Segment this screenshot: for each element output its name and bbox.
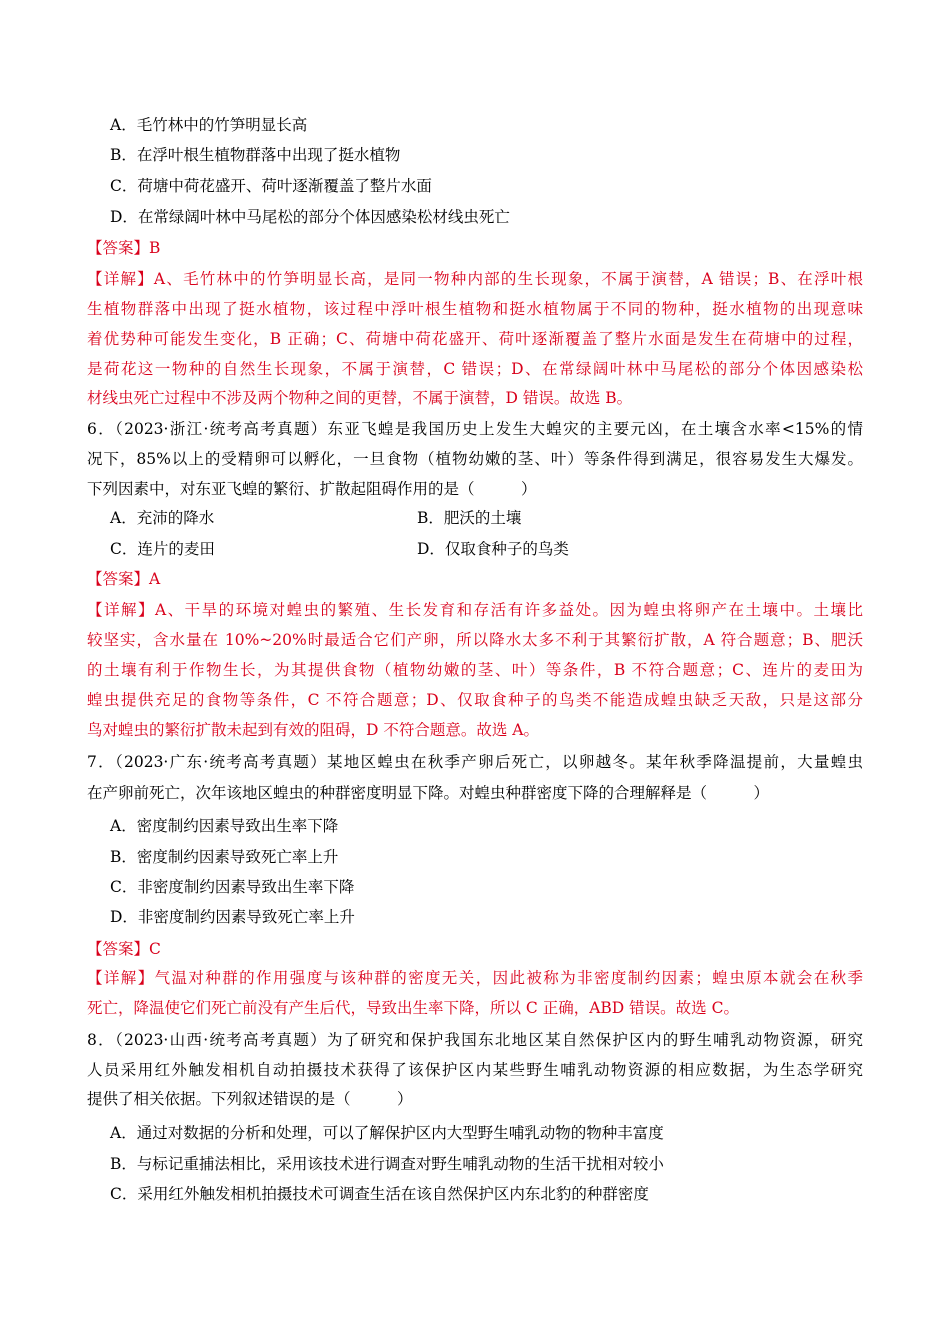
q7-option-b: B．密度制约因素导致死亡率上升: [110, 848, 339, 866]
q5-explanation-line: 【详解】A、毛竹林中的竹笋明显长高，是同一物种内部的生长现象，不属于演替，A 错误；B、在浮叶根: [87, 270, 863, 288]
q7-explanation-line: 【详解】气温对种群的作用强度与该种群的密度无关，因此被称为非密度制约因素；蝗虫原本就会在秋季: [87, 969, 863, 987]
q6-explanation-line: 【详解】A、干旱的环境对蝗虫的繁殖、生长发育和存活有许多益处。因为蝗虫将卵产在土壤中。土壤比: [87, 601, 863, 619]
q5-option-c: C．荷塘中荷花盛开、荷叶逐渐覆盖了整片水面: [110, 177, 432, 195]
q5-option-d: D．在常绿阔叶林中马尾松的部分个体因感染松材线虫死亡: [110, 208, 510, 226]
q6-explanation-line: 较坚实，含水量在 10%~20%时最适合它们产卵，所以降水太多不利于其繁衍扩散，A 符合题意；B、肥沃: [87, 631, 863, 649]
q5-option-a: A．毛竹林中的竹笋明显长高: [110, 116, 308, 134]
q8-stem-line: 提供了相关依据。下列叙述错误的是（ ）: [87, 1090, 413, 1108]
q8-stem-line: 8．（2023·山西·统考高考真题）为了研究和保护我国东北地区某自然保护区内的野生哺乳动物资源，研究: [87, 1031, 863, 1049]
q7-option-d: D．非密度制约因素导致死亡率上升: [110, 908, 355, 926]
q6-option-d: D．仅取食种子的鸟类: [417, 540, 569, 558]
q8-option-a: A．通过对数据的分析和处理，可以了解保护区内大型野生哺乳动物的物种丰富度: [110, 1124, 664, 1142]
q8-option-c: C．采用红外触发相机拍摄技术可调查生活在该自然保护区内东北豹的种群密度: [110, 1185, 649, 1203]
q7-explanation-line: 死亡，降温使它们死亡前没有产生后代，导致出生率下降，所以 C 正确，ABD 错误。故选 C。: [87, 999, 739, 1017]
q8-stem-line: 人员采用红外触发相机自动拍摄技术获得了该保护区内某些野生哺乳动物资源的相应数据，为生态学研究: [87, 1061, 863, 1079]
q5-option-b: B．在浮叶根生植物群落中出现了挺水植物: [110, 146, 401, 164]
q6-stem-line: 况下，85%以上的受精卵可以孵化，一旦食物（植物幼嫩的茎、叶）等条件得到满足，很容易发生大爆发。: [87, 450, 863, 468]
q6-stem-line: 6．（2023·浙江·统考高考真题）东亚飞蝗是我国历史上发生大蝗灾的主要元凶，在土壤含水率<15%的情: [87, 420, 863, 438]
q6-stem-line: 下列因素中，对东亚飞蝗的繁衍、扩散起阻碍作用的是（ ）: [87, 480, 537, 498]
q7-option-a: A．密度制约因素导致出生率下降: [110, 817, 339, 835]
q7-answer: 【答案】C: [87, 940, 161, 958]
q5-explanation-line: 是荷花这一物种的自然生长现象，不属于演替，C 错误；D、在常绿阔叶林中马尾松的部分个体因感染松: [87, 360, 863, 378]
q7-option-c: C．非密度制约因素导致出生率下降: [110, 878, 355, 896]
q6-option-a: A．充沛的降水: [110, 509, 215, 527]
q6-option-b: B．肥沃的土壤: [417, 509, 522, 527]
q5-answer: 【答案】B: [87, 239, 161, 257]
q6-answer: 【答案】A: [87, 570, 161, 588]
q5-explanation-line: 材线虫死亡过程中不涉及两个物种之间的更替，不属于演替，D 错误。故选 B。: [87, 389, 633, 407]
q7-stem-line: 在产卵前死亡，次年该地区蝗虫的种群密度明显下降。对蝗虫种群密度下降的合理解释是（ ）: [87, 784, 770, 802]
q6-explanation-line: 蝗虫提供充足的食物等条件，C 不符合题意；D、仅取食种子的鸟类不能造成蝗虫缺乏天敌，只是这部分: [87, 691, 863, 709]
q8-option-b: B．与标记重捕法相比，采用该技术进行调查对野生哺乳动物的生活干扰相对较小: [110, 1155, 664, 1173]
q7-stem-line: 7．（2023·广东·统考高考真题）某地区蝗虫在秋季产卵后死亡，以卵越冬。某年秋季降温提前，大量蝗虫: [87, 753, 863, 771]
q5-explanation-line: 着优势种可能发生变化，B 正确；C、荷塘中荷花盛开、荷叶逐渐覆盖了整片水面是发生在荷塘中的过程，: [87, 330, 863, 348]
q5-explanation-line: 生植物群落中出现了挺水植物，该过程中浮叶根生植物和挺水植物属于不同的物种，挺水植物的出现意味: [87, 300, 863, 318]
q6-explanation-line: 的土壤有利于作物生长，为其提供食物（植物幼嫩的茎、叶）等条件，B 不符合题意；C、连片的麦田为: [87, 661, 863, 679]
q6-option-c: C．连片的麦田: [110, 540, 215, 558]
q6-explanation-line: 鸟对蝗虫的繁衍扩散未起到有效的阻碍，D 不符合题意。故选 A。: [87, 721, 539, 739]
